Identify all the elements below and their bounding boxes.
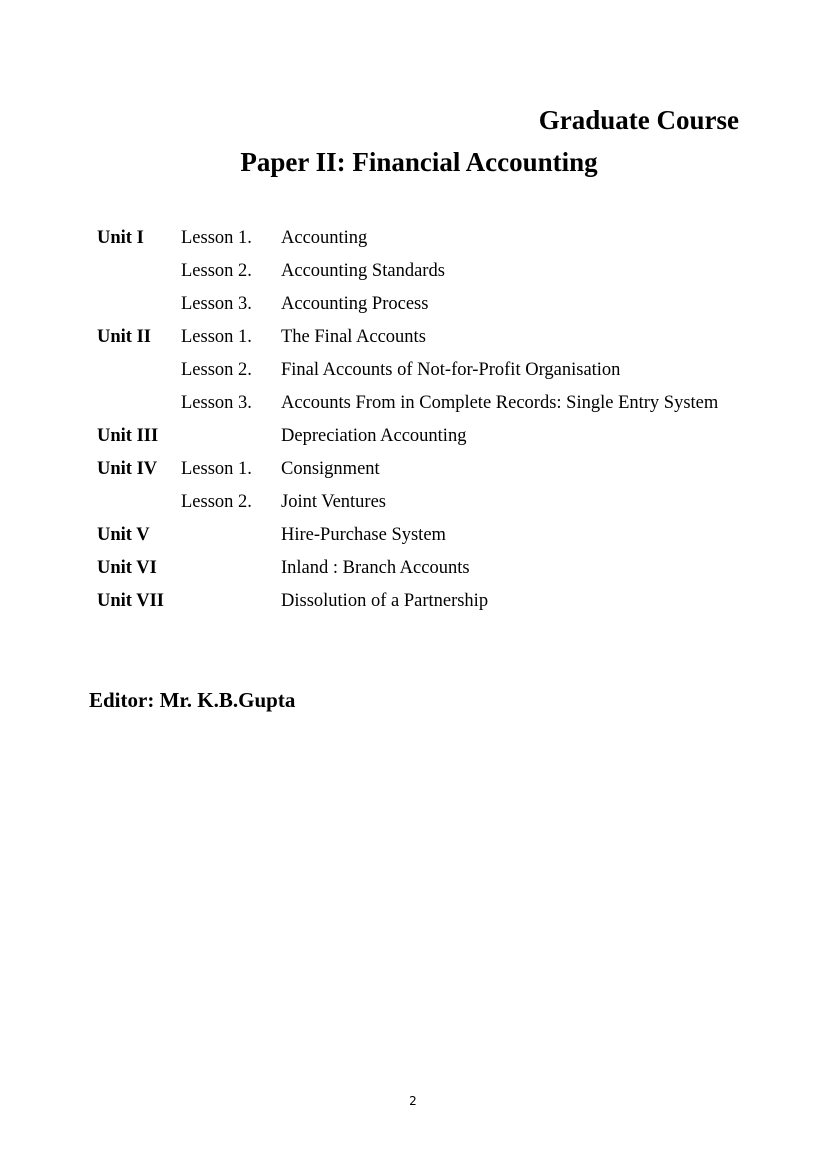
topic-title: The Final Accounts (281, 327, 426, 347)
lesson-label: Lesson 3. (181, 294, 252, 314)
topic-title: Joint Ventures (281, 492, 387, 512)
course-title: Graduate Course (538, 105, 739, 135)
lesson-label: Lesson 3. (181, 393, 252, 413)
contents-row (97, 554, 797, 587)
contents-row (97, 587, 797, 620)
topic-title: Inland : Branch Accounts (281, 558, 470, 578)
unit-label: Unit VII (97, 591, 164, 611)
lesson-label: Lesson 1. (181, 327, 252, 347)
lesson-label: Lesson 1. (181, 228, 252, 248)
contents-row (97, 224, 797, 257)
editor-credit: Editor: Mr. K.B.Gupta (89, 688, 296, 712)
contents-row (97, 422, 797, 455)
unit-label: Unit V (97, 525, 150, 545)
unit-label: Unit III (97, 426, 159, 446)
contents-row (97, 323, 797, 356)
topic-title: Hire-Purchase System (281, 525, 446, 545)
contents-row (97, 356, 797, 389)
lesson-label: Lesson 2. (181, 492, 252, 512)
page-number: 2 (409, 1094, 417, 1108)
unit-label: Unit II (97, 327, 151, 347)
lesson-label: Lesson 2. (181, 261, 252, 281)
topic-title: Accounting (281, 228, 368, 248)
contents-row (97, 389, 797, 422)
topic-title: Accounting Process (281, 294, 429, 314)
lesson-label: Lesson 1. (181, 459, 252, 479)
contents-row (97, 290, 797, 323)
lesson-label: Lesson 2. (181, 360, 252, 380)
topic-title: Dissolution of a Partnership (281, 591, 489, 611)
unit-label: Unit I (97, 228, 144, 248)
unit-label: Unit IV (97, 459, 158, 479)
topic-title: Accounting Standards (281, 261, 445, 281)
topic-title: Final Accounts of Not-for-Profit Organisation (281, 360, 621, 380)
contents-row (97, 455, 797, 488)
topic-title: Accounts From in Complete Records: Single Entry System (281, 393, 719, 413)
contents-row (97, 257, 797, 290)
contents-table (97, 224, 797, 620)
contents-row (97, 521, 797, 554)
contents-row (97, 488, 797, 521)
unit-label: Unit VI (97, 558, 157, 578)
paper-title: Paper II: Financial Accounting (240, 147, 598, 177)
topic-title: Consignment (281, 459, 380, 479)
topic-title: Depreciation Accounting (281, 426, 467, 446)
